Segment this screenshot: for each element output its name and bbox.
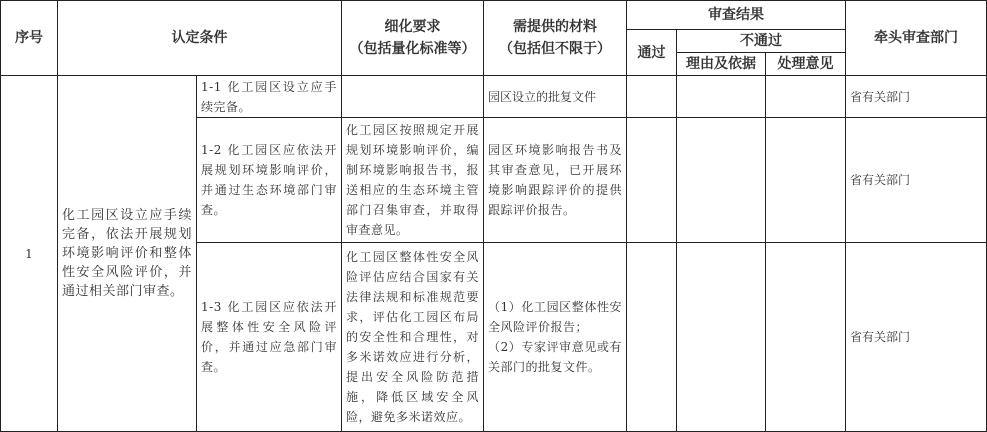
dept-3: 省有关部门 <box>846 243 987 432</box>
opinion-cell-2 <box>766 118 846 243</box>
header-not-passed: 不通过 <box>677 30 846 53</box>
header-review-result: 审查结果 <box>627 1 846 30</box>
header-materials <box>484 1 627 76</box>
header-seq: 序号 <box>1 1 58 76</box>
sub-criteria-1: 1-1 化工园区设立应手续完备。 <box>197 76 342 118</box>
reason-cell-3 <box>677 243 766 432</box>
sub-criteria-3: 1-3 化工园区应依法开展整体性安全风险评价，并通过应急部门审查。 <box>197 243 342 432</box>
reason-cell-2 <box>677 118 766 243</box>
sub-criteria-2: 1-2 化工园区应依法开展规划环境影响评价，并通过生态环境部门审查。 <box>197 118 342 243</box>
materials-3 <box>484 243 627 432</box>
header-reason: 理由及依据 <box>677 53 766 76</box>
materials-3-line1: （1）化工园区整体性安全风险评价报告； <box>488 300 622 334</box>
header-materials-line1: 需提供的材料 <box>513 19 597 35</box>
main-criteria: 化工园区设立应手续完备，依法开展规划环境影响评价和整体性安全风险评价，并通过相关部门审查。 <box>58 76 197 432</box>
header-dept: 牵头审查部门 <box>846 1 987 76</box>
detail-3: 化工园区整体性安全风险评估应结合国家有关法律法规和标准规范要求，评估化工园区布局的安全性和合理性，对多米诺效应进行分析，提出安全风险防范措施，降低区域安全风险，避免多米诺效应。 <box>342 243 484 432</box>
opinion-cell-3 <box>766 243 846 432</box>
passed-cell-3 <box>627 243 677 432</box>
header-materials-line2: （包括但不限于） <box>499 41 611 57</box>
header-detail-line2: （包括量化标准等） <box>349 41 476 57</box>
detail-1 <box>342 76 484 118</box>
header-passed: 通过 <box>627 30 677 76</box>
header-detail-line1: 细化要求 <box>384 19 441 35</box>
detail-2: 化工园区按照规定开展规划环境影响评价，编制环境影响报告书，报送相应的生态环境主管部门召集审查，并取得审查意见。 <box>342 118 484 243</box>
header-opinion: 处理意见 <box>766 53 846 76</box>
dept-2: 省有关部门 <box>846 118 987 243</box>
header-criteria: 认定条件 <box>58 1 342 76</box>
materials-3-line2: （2）专家评审意见或有关部门的批复文件。 <box>488 340 622 374</box>
opinion-cell-1 <box>766 76 846 118</box>
row-seq: 1 <box>1 76 58 432</box>
header-detail <box>342 1 484 76</box>
materials-1: 园区设立的批复文件 <box>484 76 627 118</box>
materials-2: 园区环境影响报告书及其审查意见，已开展环境影响跟踪评价的提供跟踪评价报告。 <box>484 118 627 243</box>
passed-cell-1 <box>627 76 677 118</box>
dept-1: 省有关部门 <box>846 76 987 118</box>
reason-cell-1 <box>677 76 766 118</box>
passed-cell-2 <box>627 118 677 243</box>
